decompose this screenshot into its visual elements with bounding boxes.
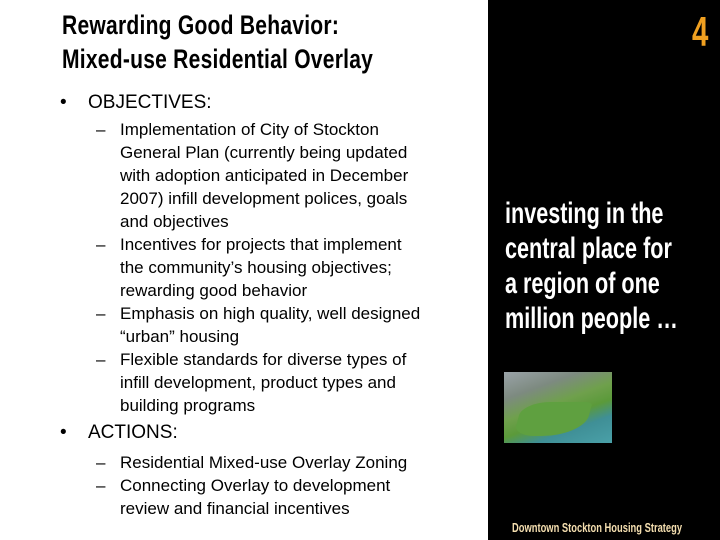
tagline-line: million people … [505, 302, 678, 335]
dash-bullet: – [96, 453, 106, 472]
dash-bullet: – [96, 476, 106, 495]
title-line-2: Mixed-use Residential Overlay [62, 44, 374, 74]
list-item [96, 474, 476, 520]
objectives-list [96, 118, 476, 417]
list-item-line: Incentives for projects that implement [120, 235, 402, 254]
list-item [96, 348, 476, 417]
list-item-line: Flexible standards for diverse types of [120, 350, 407, 369]
tagline-line: central place for [505, 232, 672, 265]
list-item-line: building programs [120, 396, 256, 415]
list-item-line: 2007) infill development polices, goals [120, 189, 408, 208]
tagline-line: a region of one [505, 267, 660, 300]
list-item [96, 233, 476, 302]
list-item-line: Residential Mixed-use Overlay Zoning [120, 453, 408, 472]
list-item-line: Connecting Overlay to development [120, 476, 391, 495]
dash-bullet: – [96, 304, 106, 323]
list-item-line: the community’s housing objectives; [120, 258, 392, 277]
footer-text: Downtown Stockton Housing Strategy [512, 520, 683, 535]
tagline [505, 196, 678, 336]
list-item [96, 451, 476, 474]
slide-title [62, 8, 373, 76]
list-item [96, 302, 476, 348]
list-item-line: Emphasis on high quality, well designed [120, 304, 421, 323]
dash-bullet: – [96, 350, 106, 369]
title-line-1: Rewarding Good Behavior: [62, 10, 340, 40]
slide-number: 4 [691, 8, 708, 55]
list-item-line: and objectives [120, 212, 229, 231]
list-item-line: Implementation of City of Stockton [120, 120, 379, 139]
list-item-line: with adoption anticipated in December [120, 166, 409, 185]
actions-list [96, 451, 476, 520]
list-item [96, 118, 476, 233]
list-item-line: infill development, product types and [120, 373, 396, 392]
dash-bullet: – [96, 235, 106, 254]
tagline-line: investing in the [505, 197, 664, 230]
list-item-line: General Plan (currently being updated [120, 143, 408, 162]
list-item-line: “urban” housing [120, 327, 240, 346]
aerial-photo [504, 372, 612, 443]
list-item-line: rewarding good behavior [120, 281, 308, 300]
list-item-line: review and financial incentives [120, 499, 350, 518]
dash-bullet: – [96, 120, 106, 139]
